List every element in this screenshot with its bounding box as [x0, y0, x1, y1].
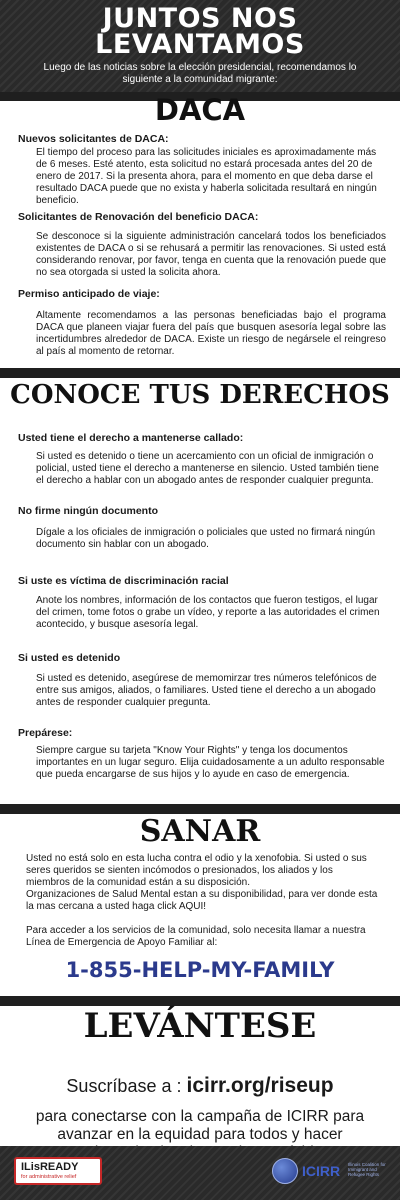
- rights-heading-discrimination: Si uste es víctima de discriminación racial: [18, 575, 229, 587]
- rights-heading-silent: Usted tiene el derecho a mantenerse callado:: [18, 432, 244, 444]
- rights-text-no-sign: Dígale a los oficiales de inmigración o policiales que usted no firmará ningún documento sin hablar con un abogado.: [36, 527, 376, 550]
- sanar-title: SANAR: [139, 814, 261, 849]
- title-line-1: JUNTOS NOS: [102, 3, 298, 34]
- riseup-link[interactable]: icirr.org/riseup: [186, 1074, 334, 1097]
- subscribe-label: Suscríbase a :: [66, 1076, 182, 1096]
- daca-header: [0, 92, 400, 127]
- rights-title: CONOCE TUS DERECHOS: [10, 380, 390, 410]
- sanar-text-3: Para acceder a los servicios de la comunidad, solo necesita llamar a nuestra Línea de Emergencia de Apoyo Familiar al:: [26, 925, 366, 948]
- daca-text-new: El tiempo del proceso para las solicitudes iniciales es aproximadamente más de 6 meses. Esté atento, esta solicitud no estará procesada antes del 20 de enero de 2017. Si la presenta ahora, para el momento en que deba darse el resultado DACA puede que no exista y haberla solicitada resultará en ningún beneficio.: [36, 147, 377, 206]
- sanar-text-2: Organizaciones de Salud Mental estan a su disponibilidad, para ver donde esta la mas cercana a usted haga click AQUI!: [26, 889, 378, 912]
- icirr-logo-tagline: Illinois Coalition for Immigrant and Refugee Rights: [348, 1162, 386, 1177]
- divider-levantese: [0, 996, 400, 1006]
- ilisready-logo-text: ILisREADY: [21, 1161, 79, 1173]
- closing-text: para conectarse con la campaña de ICIRR para avanzar en la equidad para todos y hacer: [35, 1108, 365, 1143]
- levantese-title: LEVÁNTESE: [83, 1006, 317, 1046]
- divider-sanar: [0, 804, 400, 814]
- subscribe-line: [0, 1074, 400, 1098]
- intro-text: Luego de las noticias sobre la elección presidencial, recomendamos lo siguiente a la comunidad migrante:: [43, 62, 357, 85]
- hotline-number[interactable]: 1-855-HELP-MY-FAMILY: [65, 958, 335, 982]
- rights-heading-no-sign: No firme ningún documento: [18, 505, 158, 517]
- title-line-2: LEVANTAMOS: [95, 29, 305, 60]
- rights-heading-prepare: Prepárese:: [18, 727, 73, 739]
- rights-text-silent: Si usted es detenido o tiene un acercamiento con un oficial de inmigración o policial, usted tiene el derecho a mantenerse en silencio. Usted también tiene el derecho a hablar con un abogado antes de responder cualquier pregunta.: [36, 451, 379, 486]
- daca-heading-travel: Permiso anticipado de viaje:: [18, 288, 160, 300]
- icirr-logo[interactable]: [272, 1158, 390, 1186]
- footer-bar: [0, 1146, 400, 1200]
- daca-heading-renewal: Solicitantes de Renovación del beneficio DACA:: [18, 211, 259, 223]
- globe-icon: [272, 1158, 298, 1184]
- rights-text-prepare: Siempre cargue su tarjeta "Know Your Rights" y tenga los documentos importantes en un lugar seguro. Elija cuidadosamente a un adulto responsable que pueda encargarse de sus hijos y lo ayude en caso de emergencia.: [36, 745, 385, 780]
- ilisready-logo[interactable]: [14, 1157, 102, 1185]
- icirr-logo-text: ICIRR: [302, 1163, 341, 1179]
- daca-text-renewal: Se desconoce si la siguiente administración cancelará todos los beneficiados existentes de DACA o si se rehusará a permitir las renovaciones. Si usted está considerando renovar, por favor, tenga en cuenta que la renovación puede que no sea otorgada si usted la solicita ahora.: [36, 231, 386, 278]
- daca-text-travel: Altamente recomendamos a las personas beneficiadas bajo el programa DACA que planeen viajar fuera del país que busquen asesoría legal sobre las incertidumbres alrededor de DACA. Existe un riesgo de negársele el reingreso al país al momento de retornar.: [36, 310, 386, 357]
- ilisready-logo-tagline: for administrative relief: [21, 1174, 77, 1180]
- rights-text-discrimination: Anote los nombres, información de los contactos que fueron testigos, el lugar del crimen, tome fotos o grabe un vídeo, y reporte a las autoridades el crimen acontecido, y busque asesoría legal.: [36, 595, 380, 630]
- rights-text-detained: Si usted es detenido, asegúrese de memomirzar tres números telefónicos de entre sus amigos, aliados, o familiares. Usted tiene el derecho a un abogado antes de responder cualquier pregunta.: [36, 673, 377, 708]
- sanar-text-1: Usted no está solo en esta lucha contra el odio y la xenofobia. Si usted o sus seres queridos se sienten incómodos o presionados, los aliados y los miembros de la comunidad están a su disposición.: [26, 853, 367, 888]
- divider-rights: [0, 368, 400, 378]
- rights-heading-detained: Si usted es detenido: [18, 652, 121, 664]
- header-banner: [0, 0, 400, 92]
- daca-heading-new: Nuevos solicitantes de DACA:: [18, 133, 169, 145]
- daca-title: DACA: [154, 93, 246, 127]
